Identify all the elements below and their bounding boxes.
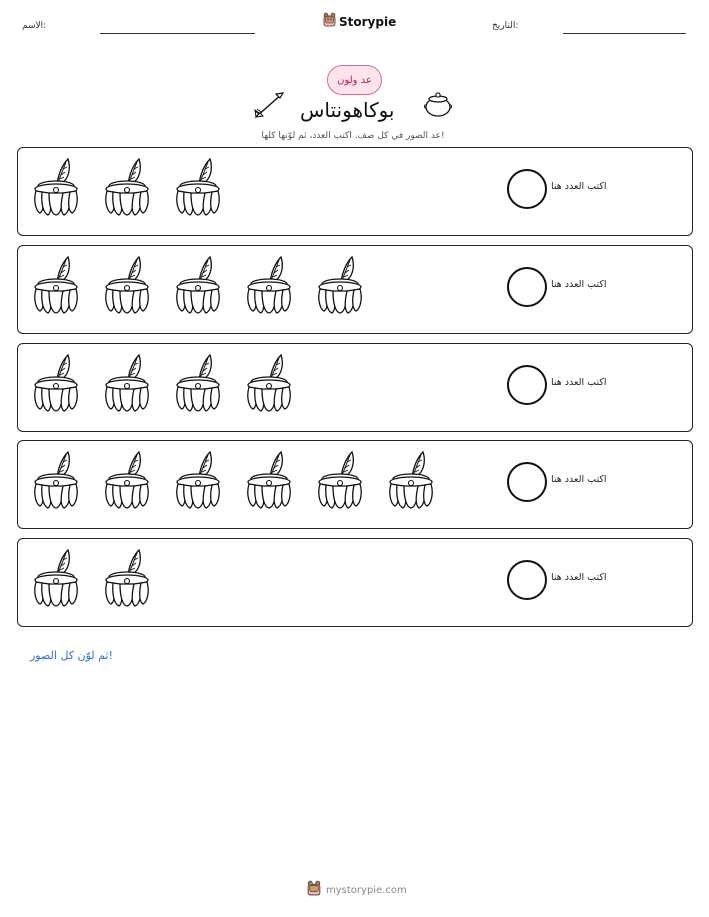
feathered-shell-icon	[172, 255, 224, 315]
feathered-shell-icon	[172, 353, 224, 413]
picture-group	[30, 548, 153, 608]
feathered-shell-icon	[314, 255, 366, 315]
answer-circle[interactable]	[507, 462, 547, 502]
feathered-shell-icon	[30, 255, 82, 315]
feathered-shell-icon	[172, 450, 224, 510]
answer-label: اكتب العدد هنا	[551, 377, 607, 388]
count-row	[17, 440, 693, 529]
footer	[307, 880, 407, 900]
feathered-shell-icon	[243, 450, 295, 510]
date-label: التاريخ:	[492, 21, 519, 31]
answer-circle[interactable]	[507, 560, 547, 600]
picture-group	[30, 255, 366, 315]
pot-icon	[423, 92, 453, 122]
page-title: بوكاهونتاس	[300, 98, 395, 122]
feathered-shell-icon	[172, 157, 224, 217]
picture-group	[30, 450, 437, 510]
answer-label: اكتب العدد هنا	[551, 572, 607, 583]
bear-logo-icon	[307, 880, 321, 900]
feathered-shell-icon	[30, 548, 82, 608]
feathered-shell-icon	[314, 450, 366, 510]
brand-name: Storypie	[339, 14, 397, 29]
picture-group	[30, 353, 295, 413]
feathered-shell-icon	[30, 450, 82, 510]
count-row	[17, 147, 693, 236]
feathered-shell-icon	[385, 450, 437, 510]
count-row	[17, 245, 693, 334]
answer-label: اكتب العدد هنا	[551, 279, 607, 290]
answer-circle[interactable]	[507, 169, 547, 209]
name-line[interactable]	[100, 33, 255, 34]
feathered-shell-icon	[101, 157, 153, 217]
arrow-icon	[252, 88, 288, 124]
feathered-shell-icon	[30, 157, 82, 217]
picture-group	[30, 157, 224, 217]
footer-note: ثم لوّن كل الصور!	[30, 649, 113, 662]
date-line[interactable]	[563, 33, 686, 34]
bear-logo-icon	[323, 12, 336, 31]
footer-url[interactable]: mystorypie.com	[326, 884, 407, 896]
feathered-shell-icon	[101, 353, 153, 413]
feathered-shell-icon	[101, 548, 153, 608]
answer-label: اكتب العدد هنا	[551, 181, 607, 192]
answer-label: اكتب العدد هنا	[551, 474, 607, 485]
name-label: الاسم:	[22, 21, 47, 31]
brand	[323, 12, 396, 31]
count-row	[17, 343, 693, 432]
feathered-shell-icon	[243, 255, 295, 315]
activity-badge: عد ولون	[327, 65, 382, 95]
instructions: عد الصور في كل صف. اكتب العدد، ثم لوّنها كلها!	[261, 131, 445, 141]
answer-circle[interactable]	[507, 267, 547, 307]
feathered-shell-icon	[30, 353, 82, 413]
feathered-shell-icon	[101, 450, 153, 510]
count-row	[17, 538, 693, 627]
answer-circle[interactable]	[507, 365, 547, 405]
feathered-shell-icon	[243, 353, 295, 413]
feathered-shell-icon	[101, 255, 153, 315]
